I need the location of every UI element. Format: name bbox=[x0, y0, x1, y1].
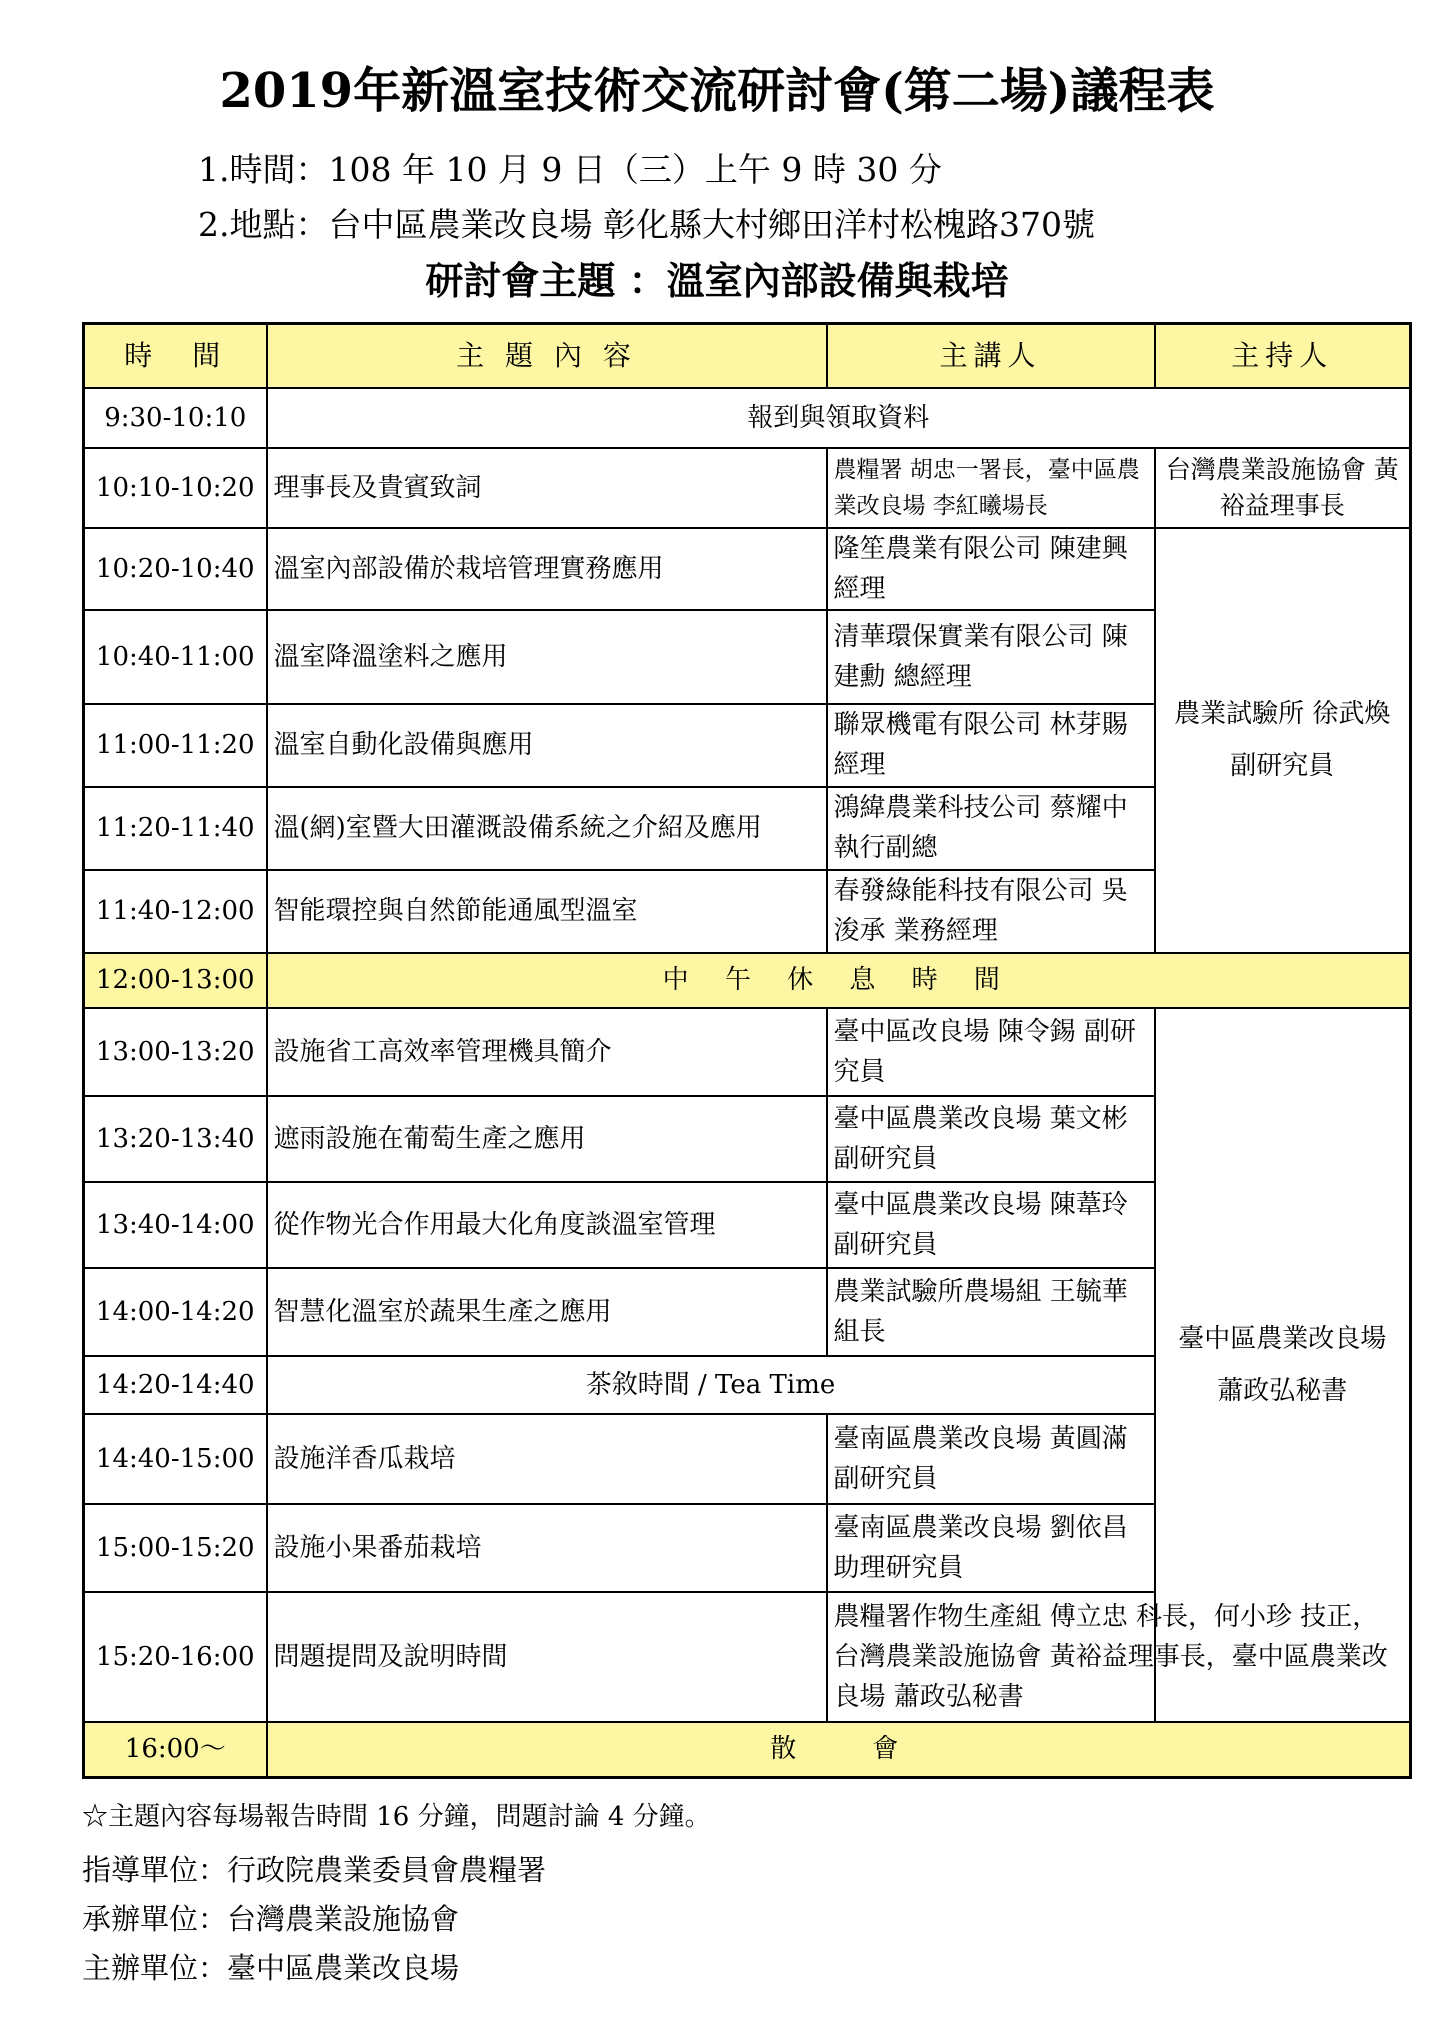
row-speaker: 農糧署 胡忠一署長，臺中區農業改良場 李紅曦場長 bbox=[827, 448, 1155, 528]
row-speaker: 臺中區農業改良場 葉文彬 副研究員 bbox=[827, 1096, 1155, 1182]
row-time: 11:40-12:00 bbox=[84, 870, 267, 953]
row-time: 12:00-13:00 bbox=[84, 953, 267, 1008]
page-title: 2019年新溫室技術交流研討會(第二場)議程表 bbox=[219, 63, 1215, 119]
footer-note: ☆主題內容每場報告時間 16 分鐘，問題討論 4 分鐘。 bbox=[82, 1802, 711, 1832]
header-speaker: 主講人 bbox=[827, 324, 1155, 388]
row-time: 11:00-11:20 bbox=[84, 704, 267, 787]
row-time: 14:40-15:00 bbox=[84, 1414, 267, 1504]
row-topic: 溫(網)室暨大田灌溉設備系統之介紹及應用 bbox=[267, 787, 827, 870]
row-host: 台灣農業設施協會 黃裕益理事長 bbox=[1155, 448, 1411, 528]
row-speaker: 聯眾機電有限公司 林芽賜 經理 bbox=[827, 704, 1155, 787]
row-speaker: 臺南區農業改良場 劉依昌 助理研究員 bbox=[827, 1504, 1155, 1592]
row-full: 中 午 休 息 時 間 bbox=[267, 953, 1411, 1008]
host-unit: 主辦單位：臺中區農業改良場 bbox=[82, 1951, 460, 1985]
table-header-row bbox=[84, 324, 1411, 388]
row-speaker: 農糧署作物生產組 傅立忠 科長，何小珍 技正，台灣農業設施協會 黃裕益理事長，臺中區農業改良場 蕭政弘秘書 bbox=[827, 1592, 1411, 1722]
row-topic: 問題提問及說明時間 bbox=[267, 1592, 827, 1722]
header-host: 主持人 bbox=[1155, 324, 1411, 388]
row-tea: 茶敘時間 / Tea Time bbox=[267, 1356, 1155, 1414]
header-time: 時 間 bbox=[84, 324, 267, 388]
row-topic: 設施小果番茄栽培 bbox=[267, 1504, 827, 1592]
row-time: 9:30-10:10 bbox=[84, 388, 267, 448]
row-speaker: 臺中區農業改良場 陳葦玲 副研究員 bbox=[827, 1182, 1155, 1268]
row-topic: 遮雨設施在葡萄生產之應用 bbox=[267, 1096, 827, 1182]
row-time: 10:40-11:00 bbox=[84, 610, 267, 704]
seminar-theme: 研討會主題 ：溫室內部設備與栽培 bbox=[425, 258, 1009, 303]
table-row bbox=[84, 1008, 1411, 1096]
event-time: 1.時間：108 年 10 月 9 日（三）上午 9 時 30 分 bbox=[198, 150, 942, 189]
row-time: 13:20-13:40 bbox=[84, 1096, 267, 1182]
row-speaker: 臺南區農業改良場 黃圓滿 副研究員 bbox=[827, 1414, 1155, 1504]
row-topic: 溫室內部設備於栽培管理實務應用 bbox=[267, 528, 827, 610]
host-block-morning: 農業試驗所 徐武煥副研究員 bbox=[1155, 528, 1411, 953]
row-time: 15:20-16:00 bbox=[84, 1592, 267, 1722]
table-row bbox=[84, 1592, 1411, 1722]
row-topic: 設施省工高效率管理機具簡介 bbox=[267, 1008, 827, 1096]
row-time: 10:10-10:20 bbox=[84, 448, 267, 528]
row-time: 13:40-14:00 bbox=[84, 1182, 267, 1268]
row-topic: 智能環控與自然節能通風型溫室 bbox=[267, 870, 827, 953]
row-speaker: 隆笙農業有限公司 陳建興 經理 bbox=[827, 528, 1155, 610]
guidance-unit: 指導單位：行政院農業委員會農糧署 bbox=[82, 1853, 547, 1887]
table-row-lunch bbox=[84, 953, 1411, 1008]
event-place: 2.地點：台中區農業改良場 彰化縣大村鄉田洋村松槐路370號 bbox=[198, 205, 1095, 244]
row-speaker: 農業試驗所農場組 王毓華 組長 bbox=[827, 1268, 1155, 1356]
row-topic: 溫室自動化設備與應用 bbox=[267, 704, 827, 787]
row-speaker: 鴻緯農業科技公司 蔡耀中 執行副總 bbox=[827, 787, 1155, 870]
row-time: 14:20-14:40 bbox=[84, 1356, 267, 1414]
row-time: 15:00-15:20 bbox=[84, 1504, 267, 1592]
row-speaker: 清華環保實業有限公司 陳建勳 總經理 bbox=[827, 610, 1155, 704]
row-topic: 溫室降溫塗料之應用 bbox=[267, 610, 827, 704]
row-full: 報到與領取資料 bbox=[267, 388, 1411, 448]
table-row bbox=[84, 528, 1411, 610]
row-time: 10:20-10:40 bbox=[84, 528, 267, 610]
row-speaker: 春發綠能科技有限公司 吳浚承 業務經理 bbox=[827, 870, 1155, 953]
row-topic: 智慧化溫室於蔬果生產之應用 bbox=[267, 1268, 827, 1356]
table-row bbox=[84, 448, 1411, 528]
row-topic: 理事長及貴賓致詞 bbox=[267, 448, 827, 528]
row-time: 11:20-11:40 bbox=[84, 787, 267, 870]
table-row bbox=[84, 388, 1411, 448]
header-topic: 主 題 內 容 bbox=[267, 324, 827, 388]
agenda-table bbox=[82, 322, 1412, 1779]
row-topic: 從作物光合作用最大化角度談溫室管理 bbox=[267, 1182, 827, 1268]
row-time: 14:00-14:20 bbox=[84, 1268, 267, 1356]
organizer-unit: 承辦單位：台灣農業設施協會 bbox=[82, 1902, 460, 1936]
row-speaker: 臺中區改良場 陳令錫 副研究員 bbox=[827, 1008, 1155, 1096]
host-block-afternoon: 臺中區農業改良場 蕭政弘秘書 bbox=[1155, 1008, 1411, 1722]
table-row-end bbox=[84, 1722, 1411, 1778]
row-topic: 設施洋香瓜栽培 bbox=[267, 1414, 827, 1504]
row-time: 13:00-13:20 bbox=[84, 1008, 267, 1096]
row-full: 散 會 bbox=[267, 1722, 1411, 1778]
row-time: 16:00～ bbox=[84, 1722, 267, 1778]
